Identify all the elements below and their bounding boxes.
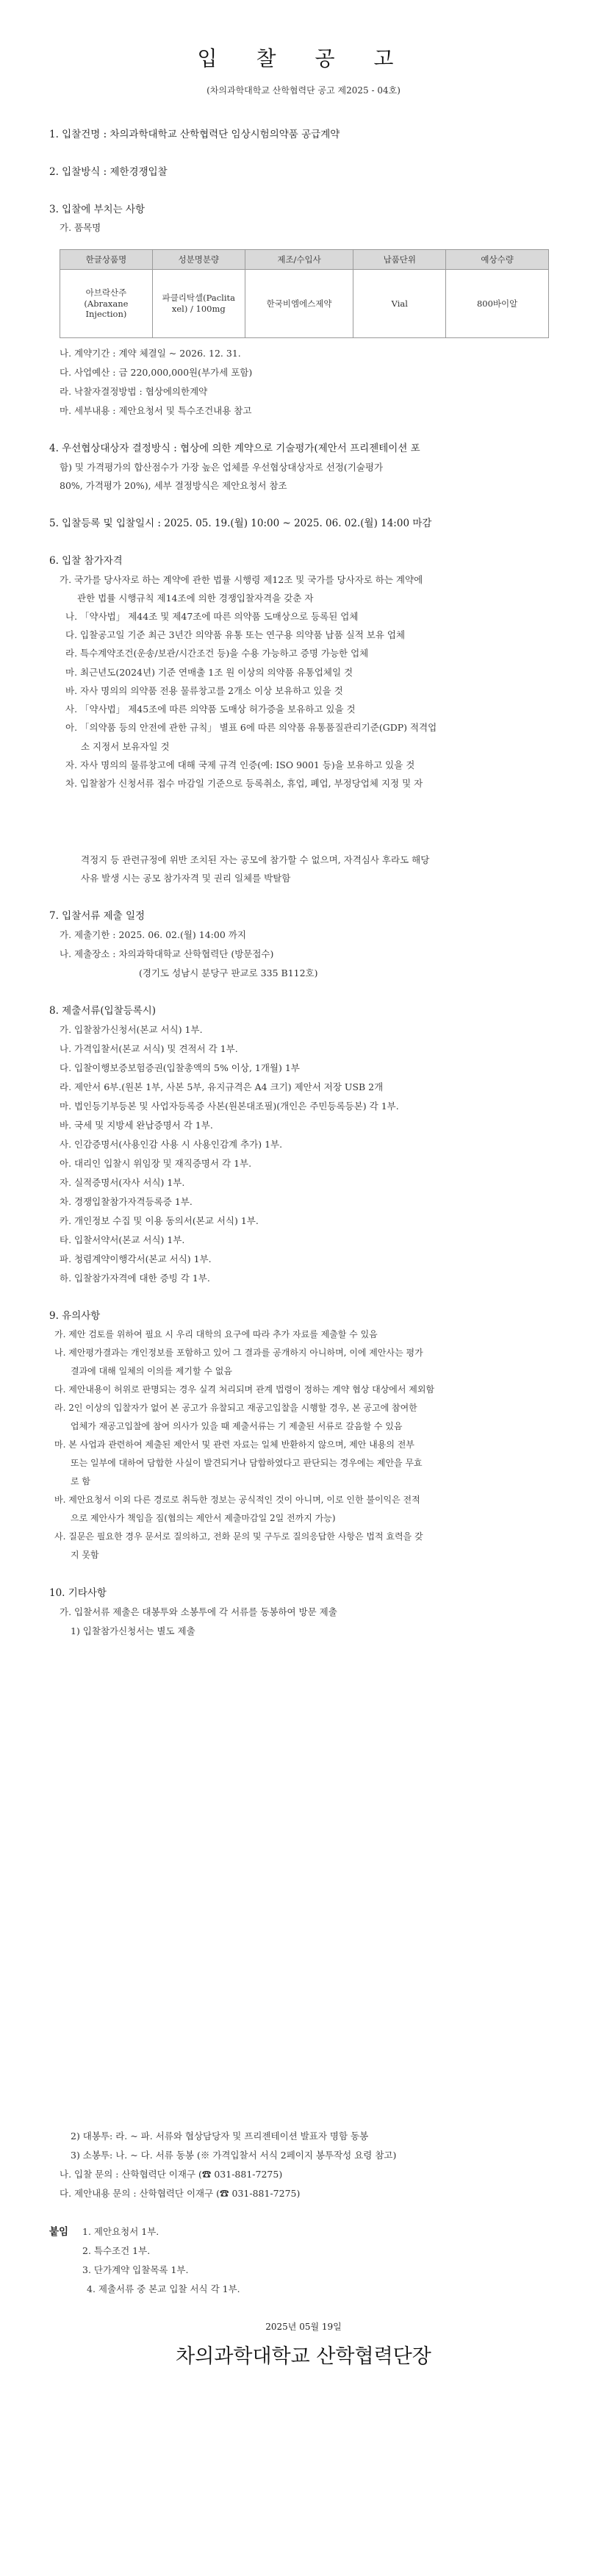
attachment-item: 1. 제안요청서 1부. <box>82 2226 159 2237</box>
qualification-item: 나. 「약사법」 제44조 및 제47조에 따른 의약품 도매상으로 등록된 업체 <box>65 611 359 622</box>
caution-item: 가. 제안 검토를 위하여 필요 시 우리 대학의 요구에 따라 추가 자료를 제출할 수 있음 <box>54 1329 378 1339</box>
cell-line: 아브락산주 <box>85 287 127 298</box>
item-table <box>60 249 549 338</box>
document-item: 다. 입찰이행보증보험증권(입찰총액의 5% 이상, 1개월) 1부 <box>60 1062 300 1073</box>
issue-date: 2025년 05월 19일 <box>265 2322 342 2332</box>
cell-line: Injection) <box>85 309 127 320</box>
section-7-heading: 7. 입찰서류 제출 일정 <box>49 910 146 922</box>
issuer-signature: 차의과학대학교 산학협력단장 <box>176 2345 431 2368</box>
qualification-notice: 사유 발생 시는 공모 참가자격 및 권리 일체를 박탈함 <box>81 873 291 884</box>
table-header-cell: 성분명분량 <box>152 250 245 270</box>
caution-item: 지 못함 <box>71 1550 99 1560</box>
unit-cell: Vial <box>353 270 446 338</box>
caution-item: 바. 제안요청서 이외 다른 경로로 취득한 정보는 공식적인 것이 아니며, 이로 인한 불이익은 전적 <box>54 1495 420 1505</box>
document-item: 바. 국세 및 지방세 완납증명서 각 1부. <box>60 1120 213 1131</box>
qualification-notice: 격정지 등 관련규정에 위반 조치된 자는 공모에 참가할 수 없으며, 자격심사 후라도 해당 <box>81 854 430 865</box>
section-9-heading: 9. 유의사항 <box>49 1310 101 1322</box>
quantity-cell: 800바이알 <box>446 270 549 338</box>
section-4-text: 함) 및 가격평가의 합산점수가 가장 높은 업체를 우선협상대상자로 선정(기술평가 <box>60 462 384 473</box>
attachment-item: 2. 특수조건 1부. <box>82 2245 151 2256</box>
submission-address: (경기도 성남시 분당구 판교로 335 B112호) <box>139 967 318 978</box>
details: 마. 세부내용 : 제안요청서 및 특수조건내용 참고 <box>60 405 252 416</box>
document-item: 타. 입찰서약서(본교 서식) 1부. <box>60 1234 185 1245</box>
cell-line: (Abraxane <box>84 298 129 309</box>
document-item: 가. 입찰참가신청서(본교 서식) 1부. <box>60 1024 203 1035</box>
qualification-item: 아. 「의약품 등의 안전에 관한 규칙」 별표 6에 따른 의약품 유통품질관리기준(GDP) 적격업 <box>65 722 437 733</box>
table-header-cell: 한글상품명 <box>60 250 153 270</box>
attachment-item: 3. 단가계약 입찰목록 1부. <box>82 2264 189 2275</box>
misc-item: 가. 입찰서류 제출은 대봉투와 소봉투에 각 서류를 동봉하여 방문 제출 <box>60 1606 337 1617</box>
qualification-item: 관한 법률 시행규칙 제14조에 의한 경쟁입찰자격을 갖춘 자 <box>77 593 314 604</box>
section-1-bid-name: 1. 입찰건명 : 차의과학대학교 산학협력단 임상시험의약품 공급계약 <box>49 129 340 140</box>
qualification-item: 바. 자사 명의의 의약품 전용 물류창고를 2개소 이상 보유하고 있을 것 <box>65 685 343 696</box>
cell-line: xel) / 100mg <box>171 304 226 314</box>
table-row <box>60 270 549 338</box>
caution-item: 또는 일부에 대하여 담합한 사실이 발견되거나 담합하였다고 판단되는 경우에는 제안을 무효 <box>71 1458 423 1468</box>
section-3-heading: 3. 입찰에 부치는 사항 <box>49 204 146 215</box>
document-item: 사. 인감증명서(사용인감 사용 시 사용인감계 추가) 1부. <box>60 1139 283 1150</box>
table-header-row <box>60 250 549 270</box>
table-header-cell: 제조/수입사 <box>245 250 353 270</box>
qualification-item: 마. 최근년도(2024년) 기준 연매출 1조 원 이상의 의약품 유통업체일 것 <box>65 667 353 678</box>
document-item: 파. 청렴계약이행각서(본교 서식) 1부. <box>60 1253 212 1264</box>
section-4-heading: 4. 우선협상대상자 결정방식 : 협상에 의한 계약으로 기술평가(제안서 프리젠테이션 포 <box>49 443 420 454</box>
section-10-heading: 10. 기타사항 <box>49 1587 107 1599</box>
document-item: 카. 개인정보 수집 및 이용 동의서(본교 서식) 1부. <box>60 1215 259 1226</box>
caution-item: 로 함 <box>71 1476 90 1486</box>
qualification-item: 다. 입찰공고일 기준 최근 3년간 의약품 유통 또는 연구용 의약품 납품 실적 보유 업체 <box>65 629 406 640</box>
caution-item: 다. 제안내용이 허위로 판명되는 경우 실격 처리되며 관계 법령이 정하는 계약 협상 대상에서 제외함 <box>54 1384 435 1395</box>
section-2-bid-method: 2. 입찰방식 : 제한경쟁입찰 <box>49 166 168 178</box>
submission-place: 나. 제출장소 : 차의과학대학교 산학협력단 (방문접수) <box>60 948 274 959</box>
page-title: 입 찰 공 고 <box>197 46 410 71</box>
table-header-cell: 납품단위 <box>353 250 446 270</box>
document-item: 자. 실적증명서(자사 서식) 1부. <box>60 1177 185 1188</box>
manufacturer-cell: 한국비엠에스제약 <box>245 270 353 338</box>
caution-item: 사. 질문은 필요한 경우 문서로 질의하고, 전화 문의 및 구두로 질의응답한 사항은 법적 효력을 갖 <box>54 1531 423 1542</box>
document-item: 차. 경쟁입찰참가자격등록증 1부. <box>60 1196 193 1207</box>
section-8-heading: 8. 제출서류(입찰등록시) <box>49 1005 157 1017</box>
award-method: 라. 낙찰자결정방법 : 협상에의한계약 <box>60 386 208 397</box>
caution-item: 결과에 대해 일체의 이의를 제기할 수 없음 <box>71 1366 232 1376</box>
section-5-schedule: 5. 입찰등록 및 입찰일시 : 2025. 05. 19.(월) 10:00 ~ 2025. 06. 02.(월) 14:00 마감 <box>49 518 432 529</box>
ingredient-cell <box>152 270 245 338</box>
budget: 다. 사업예산 : 금 220,000,000원(부가세 포함) <box>60 367 253 378</box>
misc-subitem: 3) 소봉투: 나. ~ 다. 서류 동봉 (※ 가격입찰서 서식 2페이지 봉투작성 요령 참고) <box>71 2150 397 2161</box>
document-item: 마. 법인등기부등본 및 사업자등록증 사본(원본대조필)(개인은 주민등록등본) 각 1부. <box>60 1101 399 1112</box>
attachment-label: 붙임 <box>49 2226 69 2238</box>
caution-item: 라. 2인 이상의 입찰자가 없어 본 공고가 유찰되고 재공고입찰을 시행할 경우, 본 공고에 참여한 <box>54 1403 417 1413</box>
proposal-inquiry: 다. 제안내용 문의 : 산학협력단 이재구 (☎ 031-881-7275) <box>60 2188 301 2199</box>
cell-line: 파클리탁셀(Paclita <box>162 293 235 304</box>
document-item: 하. 입찰참가자격에 대한 증빙 각 1부. <box>60 1273 210 1284</box>
table-header-cell: 예상수량 <box>446 250 549 270</box>
section-3-item-label: 가. 품목명 <box>60 222 101 233</box>
caution-item: 나. 제안평가결과는 개인정보를 포함하고 있어 그 결과를 공개하지 아니하며, 이에 제안사는 평가 <box>54 1348 423 1358</box>
qualification-item: 라. 특수계약조건(운송/보관/시간조건 등)을 수용 가능하고 증명 가능한 업체 <box>65 648 369 659</box>
section-6-heading: 6. 입찰 참가자격 <box>49 555 123 567</box>
qualification-item: 차. 입찰참가 신청서류 접수 마감일 기준으로 등록취소, 휴업, 폐업, 부정당업체 지정 및 자 <box>65 778 423 789</box>
caution-item: 업체가 재공고입찰에 참여 의사가 있을 때 제출서류는 기 제출된 서류로 갈음할 수 있음 <box>71 1421 403 1431</box>
attachment-item: 4. 제출서류 중 본교 입찰 서식 각 1부. <box>87 2283 240 2294</box>
section-4-text: 80%, 가격평가 20%), 세부 결정방식은 제안요청서 참조 <box>60 480 287 491</box>
qualification-item: 가. 국가를 당사자로 하는 계약에 관한 법률 시행령 제12조 및 국가를 당사자로 하는 계약에 <box>60 574 423 585</box>
caution-item: 으로 제안사가 책임을 짐(협의는 제안서 제출마감일 2일 전까지 가능) <box>71 1513 336 1523</box>
document-item: 아. 대리인 입찰시 위임장 및 재직증명서 각 1부. <box>60 1158 252 1169</box>
misc-subitem: 2) 대봉투: 라. ~ 파. 서류와 협상담당자 및 프리젠테이션 발표자 명함 동봉 <box>71 2130 369 2142</box>
submission-deadline: 가. 제출기한 : 2025. 06. 02.(월) 14:00 까지 <box>60 929 246 940</box>
contract-period: 나. 계약기간 : 계약 체결일 ~ 2026. 12. 31. <box>60 348 241 359</box>
product-name-cell <box>60 270 153 338</box>
misc-subitem: 1) 입찰참가신청서는 별도 제출 <box>71 1625 195 1636</box>
document-item: 나. 가격입찰서(본교 서식) 및 견적서 각 1부. <box>60 1043 238 1054</box>
document-item: 라. 제안서 6부.(원본 1부, 사본 5부, 유지규격은 A4 크기) 제안서 저장 USB 2개 <box>60 1081 384 1092</box>
qualification-item: 자. 자사 명의의 물류창고에 대해 국제 규격 인증(예: ISO 9001 등)을 보유하고 있을 것 <box>65 759 415 770</box>
caution-item: 마. 본 사업과 관련하여 제출된 제안서 및 관련 자료는 일체 반환하지 않으며, 제안 내용의 전부 <box>54 1439 414 1450</box>
qualification-item: 사. 「약사법」 제45조에 따른 의약품 도매상 허가증을 보유하고 있을 것 <box>65 704 356 715</box>
bid-inquiry: 나. 입찰 문의 : 산학협력단 이재구 (☎ 031-881-7275) <box>60 2169 283 2180</box>
qualification-item: 소 지정서 보유자일 것 <box>81 741 170 752</box>
notice-number: (차의과학대학교 산학협력단 공고 제2025 - 04호) <box>206 85 401 96</box>
